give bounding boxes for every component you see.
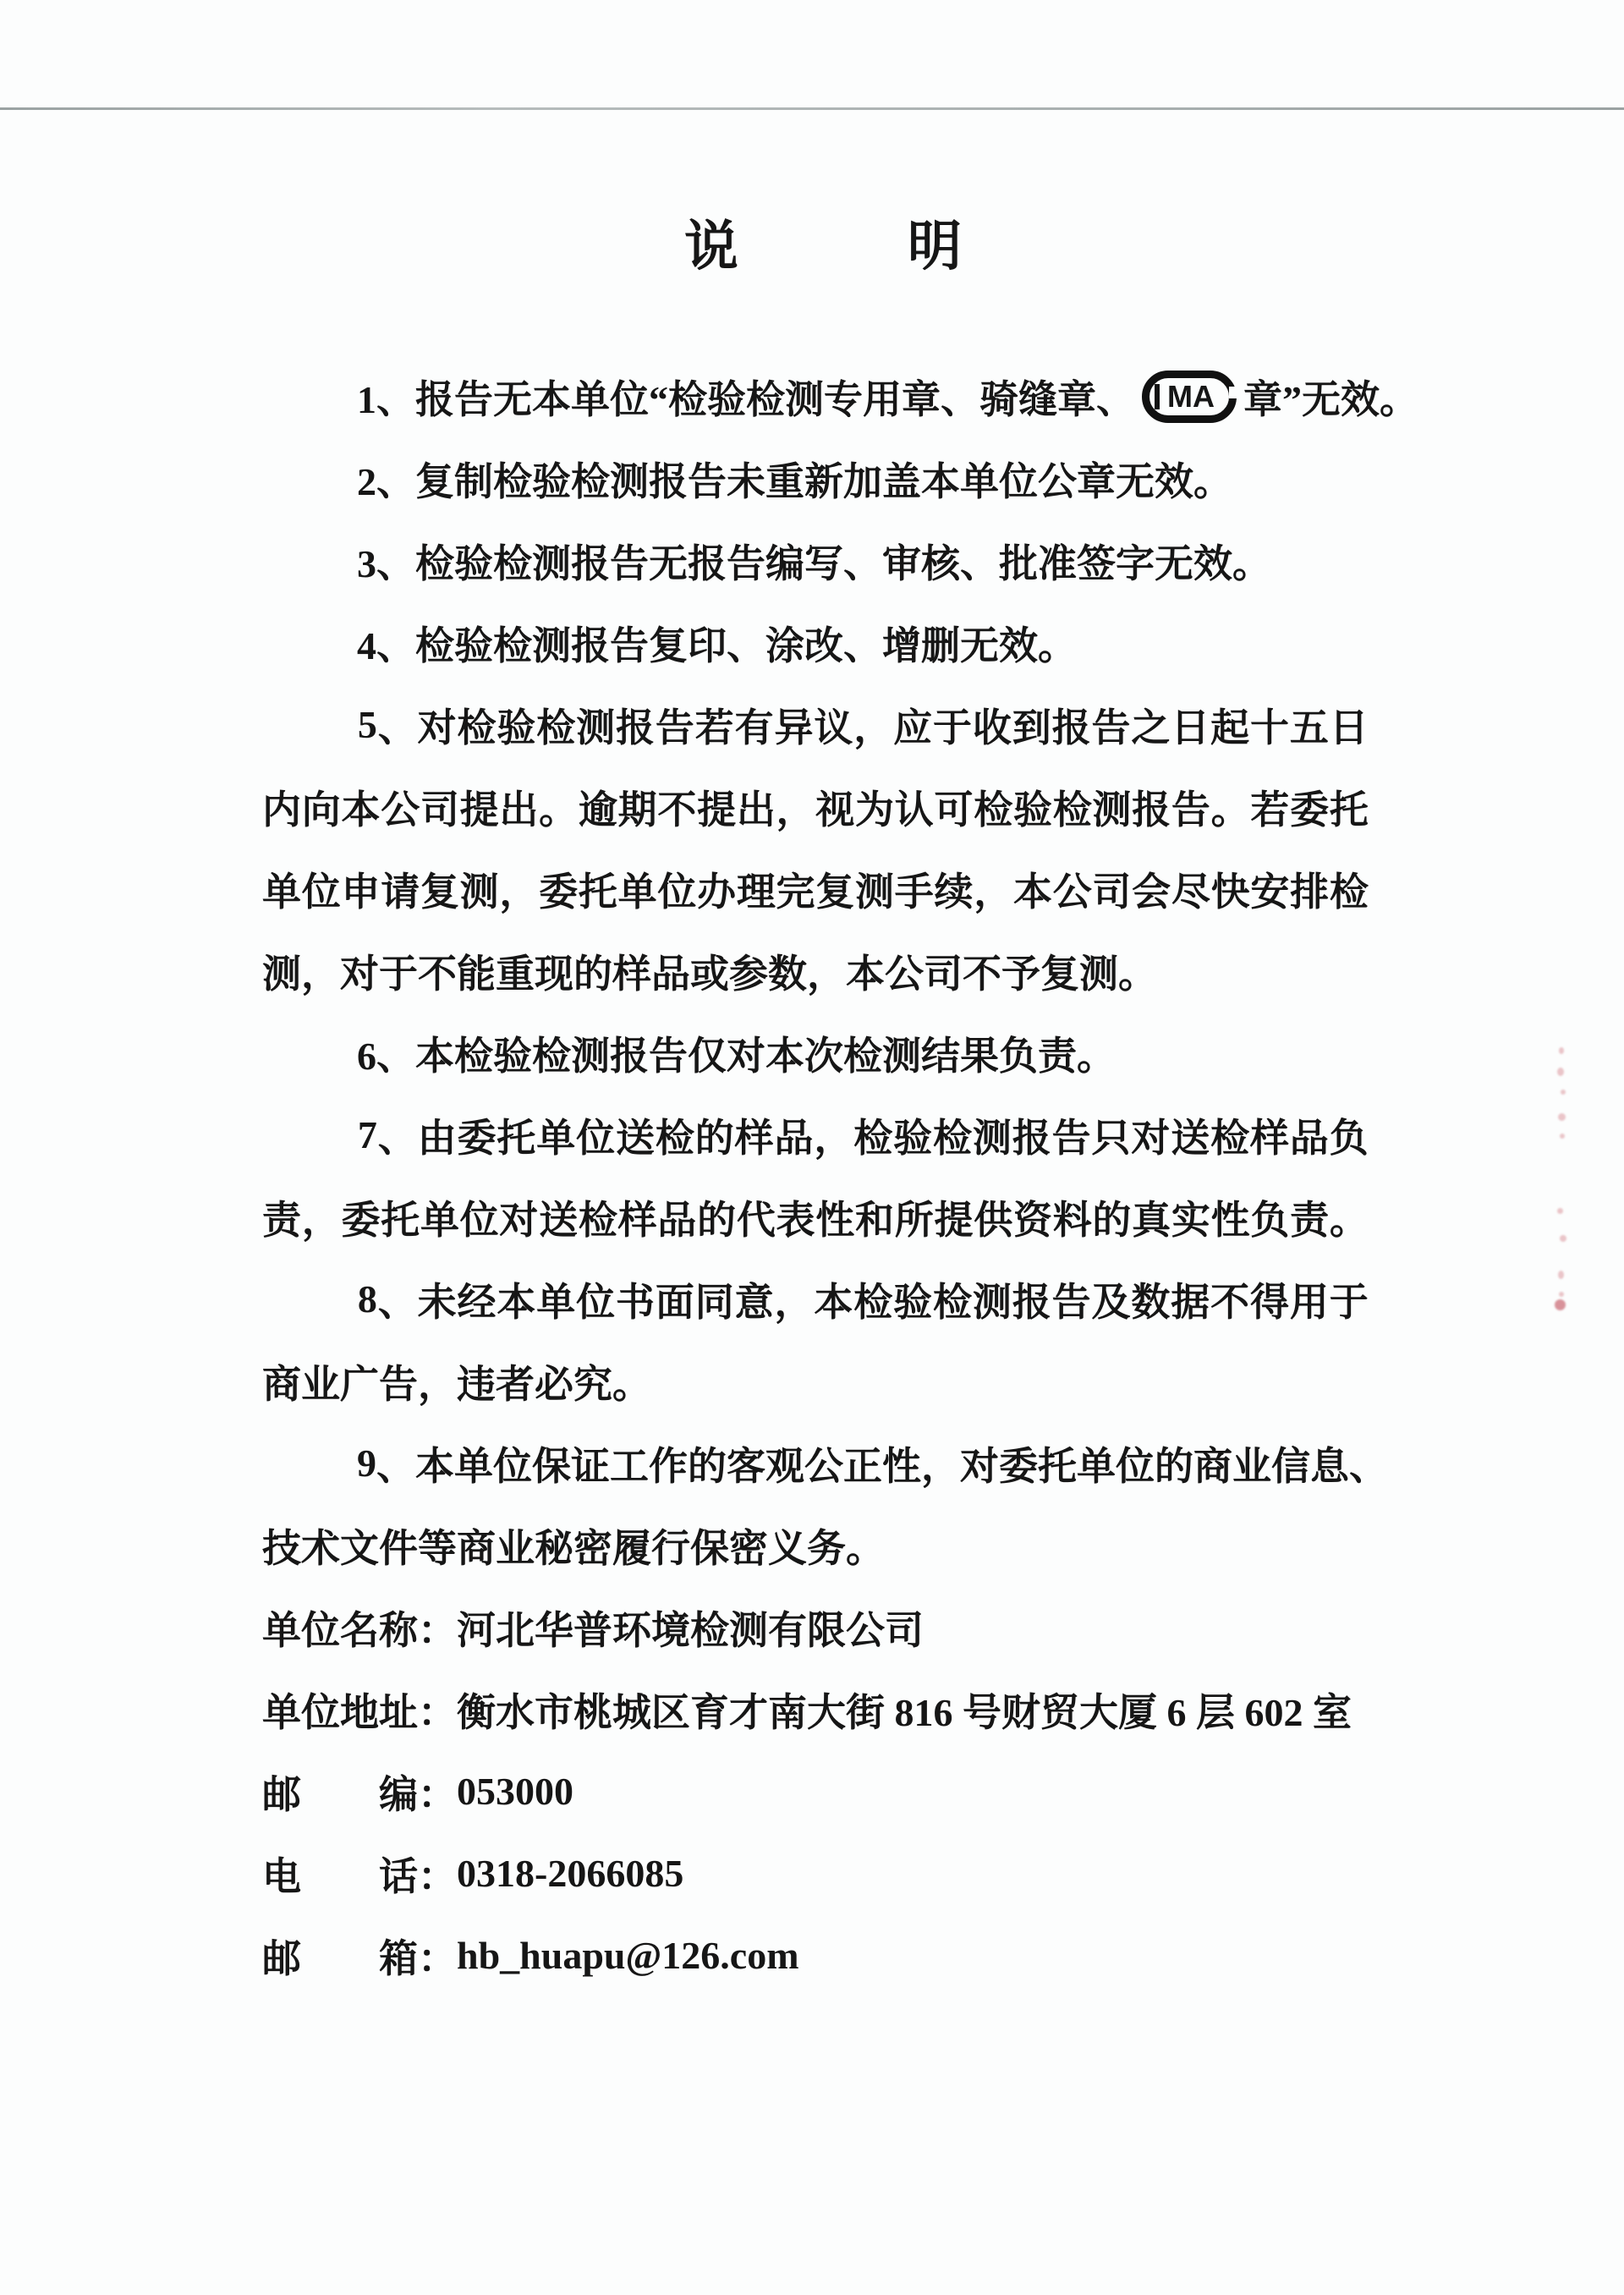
first-line-indent — [262, 396, 357, 397]
page-title: 说 明 — [684, 217, 963, 277]
note-line-7: 单 位 申 请 复 测 ， 委 托 单 位 办 理 完 复 测 手 续 ， 本 公 司 会 尽 快 安 排 检 — [262, 870, 1369, 914]
first-line-indent — [262, 478, 357, 479]
note-line-3: 3、检验检测报告无报告编写、审核、批准签字无效。 — [262, 519, 1369, 601]
first-line-indent — [262, 642, 357, 643]
company-info-label: 电 话： — [262, 1854, 457, 1898]
company-info-value: 0318-2066085 — [457, 1852, 684, 1895]
first-line-indent — [262, 1298, 357, 1299]
first-line-indent — [262, 560, 357, 561]
note-line-9: 6、本检验检测报告仅对本次检测结果负责。 — [262, 1012, 1369, 1094]
company-info-label: 邮 编： — [262, 1772, 457, 1816]
company-info-line-4 — [262, 1832, 1369, 1914]
note-line-5: 5 、 对 检 验 检 测 报 告 若 有 异 议 ， 应 于 收 到 报 告 之 日 起 十 五 日 — [262, 684, 1369, 766]
cma-mark-text: MA — [1167, 378, 1215, 414]
note-line-4: 4、检验检测报告复印、涂改、增删无效。 — [262, 601, 1369, 684]
note-line-11: 责 ， 委 托 单 位 对 送 检 样 品 的 代 表 性 和 所 提 供 资 料 的 真 实 性 负 责 。 — [262, 1198, 1369, 1242]
company-info-value: 河北华普环境检测有限公司 — [457, 1608, 924, 1652]
first-line-indent — [262, 1052, 357, 1053]
first-line-indent — [262, 724, 357, 725]
company-info-value: hb_huapu@126.com — [457, 1934, 799, 1977]
note-line-14: 9 、 本 单 位 保 证 工 作 的 客 观 公 正 性 ， 对 委 托 单 位 的 商 业 信 息 、 — [262, 1422, 1369, 1504]
note-line-6: 内 向 本 公 司 提 出 。 逾 期 不 提 出 ， 视 为 认 可 检 验 检 测 报 告 。 若 委 托 — [262, 788, 1369, 832]
note-line-10: 7 、 由 委 托 单 位 送 检 的 样 品 ， 检 验 检 测 报 告 只 对 送 检 样 品 负 — [262, 1094, 1369, 1176]
company-info-line-2 — [262, 1668, 1369, 1750]
company-info-line-1 — [262, 1586, 1369, 1668]
company-info-line-5 — [262, 1914, 1369, 1996]
note-line-13: 商业广告，违者必究。 — [262, 1362, 651, 1406]
company-info-value: 衡水市桃城区育才南大街 816 号财贸大厦 6 层 602 室 — [457, 1690, 1352, 1734]
company-info-value: 053000 — [457, 1770, 573, 1813]
company-info-line-3 — [262, 1750, 1369, 1832]
note-line-1: 1、报告无本单位“检验检测专用章、骑缝章、 MA 章”无效。 — [262, 355, 1369, 437]
company-info-label: 单位名称： — [262, 1608, 457, 1652]
notes-and-company-info — [262, 355, 1418, 1996]
first-line-indent — [262, 1134, 357, 1135]
company-info-label: 邮 箱： — [262, 1936, 457, 1980]
page-top-divider — [0, 107, 1624, 110]
cma-mark-icon — [1142, 371, 1237, 423]
note-line-2: 2、复制检验检测报告未重新加盖本单位公章无效。 — [262, 437, 1369, 519]
note-line-12: 8 、 未 经 本 单 位 书 面 同 意 ， 本 检 验 检 测 报 告 及 数 据 不 得 用 于 — [262, 1258, 1369, 1340]
note-line-15: 技术文件等商业秘密履行保密义务。 — [262, 1526, 885, 1570]
company-info-label: 单位地址： — [262, 1690, 457, 1734]
note-line-8: 测，对于不能重现的样品或参数，本公司不予复测。 — [262, 952, 1157, 996]
